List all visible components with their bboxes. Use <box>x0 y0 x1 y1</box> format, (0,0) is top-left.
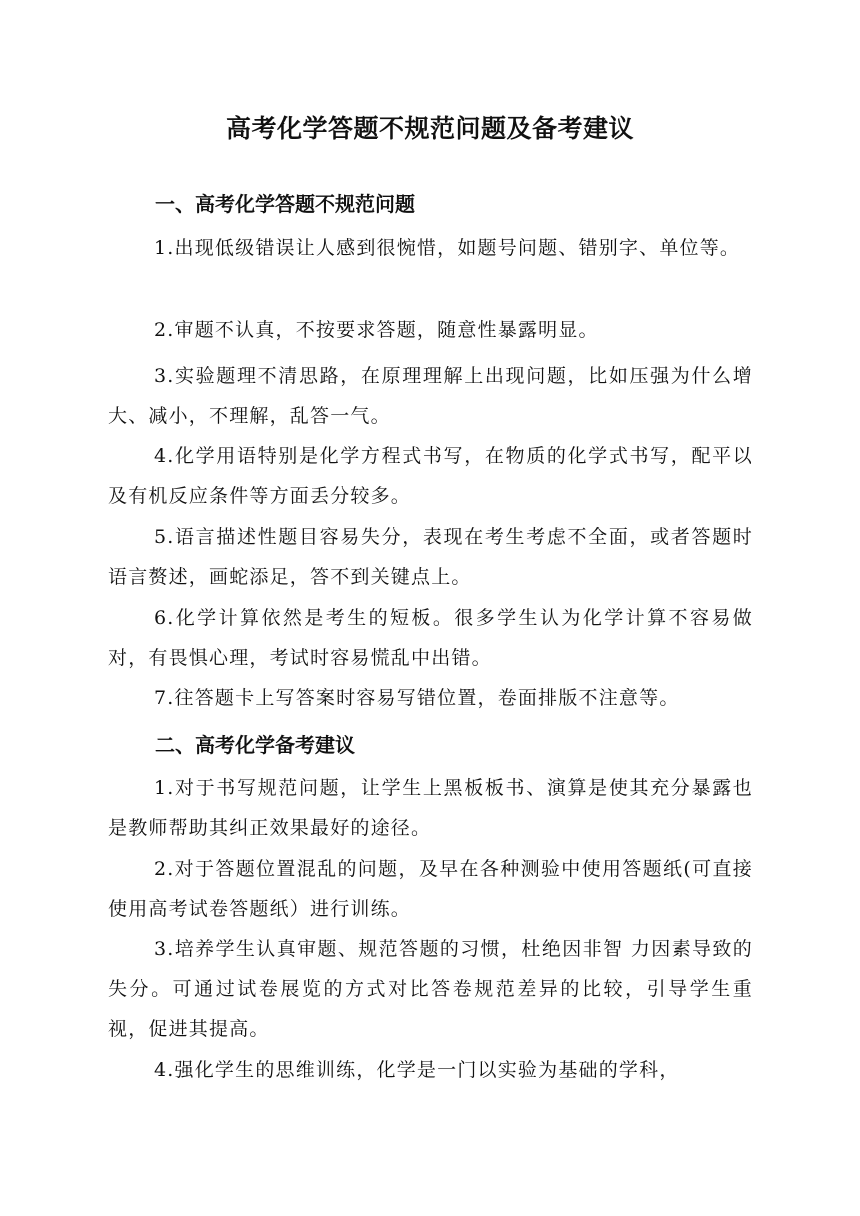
paragraph-problem-5: 5.语言描述性题目容易失分，表现在考生考虑不全面，或者答题时语言赘述，画蛇添足，答不到关键点上。 <box>108 526 753 588</box>
paragraph-problem-3: 3.实验题理不清思路，在原理理解上出现问题，比如压强为什么增大、减小，不理解，乱答一气。 <box>108 365 753 427</box>
paragraph-problem-4: 4.化学用语特别是化学方程式书写，在物质的化学式书写，配平以及有机反应条件等方面丢分较多。 <box>108 445 753 507</box>
paragraph-problem-6: 6.化学计算依然是考生的短板。很多学生认为化学计算不容易做对，有畏惧心理，考试时容易慌乱中出错。 <box>108 607 753 669</box>
paragraph-problem-7: 7.往答题卡上写答案时容易写错位置，卷面排版不注意等。 <box>154 687 680 709</box>
paragraph-problem-2: 2.审题不认真，不按要求答题，随意性暴露明显。 <box>154 319 599 341</box>
paragraph-problem-1: 1.出现低级错误让人感到很惋惜，如题号问题、错别字、单位等。 <box>154 237 741 259</box>
paragraph-suggestion-3: 3.培养学生认真审题、规范答题的习惯，杜绝因非智 力因素导致的失分。可通过试卷展览的方式对比答卷规范差异的比较，引导学生重视，促进其提高。 <box>108 938 753 1040</box>
section-heading-suggestions: 二、高考化学备考建议 <box>155 733 355 757</box>
paragraph-suggestion-2: 2.对于答题位置混乱的问题，及早在各种测验中使用答题纸(可直接使用高考试卷答题纸）进行训练。 <box>108 858 753 920</box>
document-title: 高考化学答题不规范问题及备考建议 <box>225 114 634 143</box>
paragraph-suggestion-1: 1.对于书写规范问题，让学生上黑板板书、演算是使其充分暴露也是教师帮助其纠正效果最好的途径。 <box>108 777 753 839</box>
section-heading-problems: 一、高考化学答题不规范问题 <box>155 192 415 216</box>
paragraph-suggestion-4: 4.强化学生的思维训练，化学是一门以实验为基础的学科， <box>154 1059 680 1081</box>
